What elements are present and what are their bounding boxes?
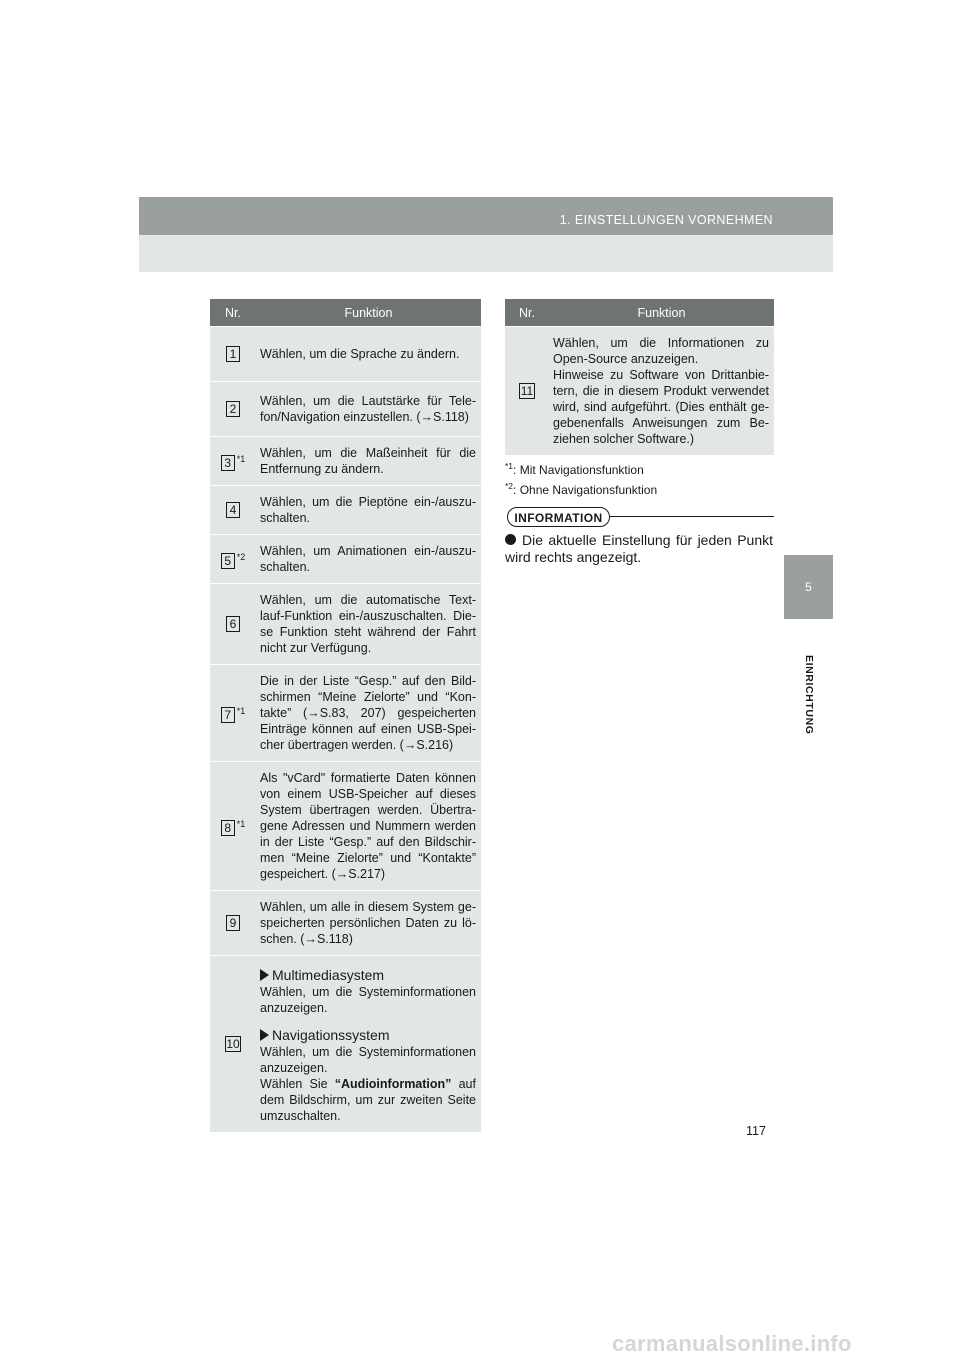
function-text: Wählen, um alle in diesem System ge-speicherten persönlichen Daten zu lö-schen. (→S.118) xyxy=(256,891,481,956)
watermark: carmanualsonline.info xyxy=(612,1331,852,1356)
function-text: Wählen, um die Sprache zu ändern. xyxy=(256,327,481,382)
footnote-mark: *1 xyxy=(236,705,246,716)
number-box: 6 xyxy=(226,616,240,632)
table-row xyxy=(210,762,481,891)
function-text: Wählen, um die automatische Text-lauf-Funktion ein-/auszuschalten. Die-se Funktion steht während der Fahrt nicht zur Verfügung. xyxy=(256,584,481,665)
col-nr-header: Nr. xyxy=(210,299,256,327)
bullet-icon xyxy=(505,534,516,545)
arrow-right-icon xyxy=(260,969,269,981)
function-text: Wählen, um die Systeminformationen anzuzeigen. xyxy=(260,1045,476,1075)
function-table-left xyxy=(210,299,481,1132)
function-text: Wählen, um die Systeminformationen anzuzeigen. xyxy=(260,985,476,1015)
col-nr-header: Nr. xyxy=(505,299,549,327)
number-box: 9 xyxy=(226,915,240,931)
table-row xyxy=(210,956,481,1133)
table-row xyxy=(505,327,774,456)
function-text-audioinfo: Wählen Sie “Audioinformation” auf dem Bildschirm, um zur zweiten Seite umzuschalten. xyxy=(260,1077,476,1123)
number-box: 4 xyxy=(226,502,240,518)
number-box: 10 xyxy=(226,1037,240,1052)
header-bar xyxy=(139,197,833,235)
information-label: INFORMATION xyxy=(507,507,610,527)
table-row xyxy=(210,665,481,762)
bold-term: “Audioinformation” xyxy=(334,1077,452,1091)
table-row xyxy=(210,382,481,437)
number-box: 11 xyxy=(520,384,534,399)
page-number: 117 xyxy=(746,1124,766,1138)
number-box: 7 xyxy=(221,707,235,723)
table-row xyxy=(210,327,481,382)
arrow-right-icon xyxy=(260,1029,269,1041)
function-text: Wählen, um die Pieptöne ein-/auszu-schalten. xyxy=(256,486,481,535)
function-text: Wählen, um Animationen ein-/auszu-schalten. xyxy=(256,535,481,584)
subheading-navigation: Navigationssystem xyxy=(260,1026,476,1044)
footnote-mark: *2 xyxy=(236,551,246,562)
function-cell-open-source xyxy=(549,327,774,456)
header-sub-bar xyxy=(139,235,833,272)
table-row xyxy=(210,891,481,956)
function-cell-system-info xyxy=(256,956,481,1133)
footnote: $^{*1}$: Mit Navigationsfunktion xyxy=(505,461,644,477)
section-title: 1. EINSTELLUNGEN VORNEHMEN xyxy=(559,213,773,227)
table-row xyxy=(210,486,481,535)
chapter-tab: 5 xyxy=(784,555,833,619)
table-row xyxy=(210,437,481,486)
table-row xyxy=(210,584,481,665)
subheading-multimedia: Multimediasystem xyxy=(260,966,476,984)
col-function-header: Funktion xyxy=(256,299,481,327)
footnote: $^{*2}$: Ohne Navigationsfunktion xyxy=(505,481,658,497)
footnote-mark: *1 xyxy=(236,818,246,829)
number-box: 2 xyxy=(226,401,240,417)
function-text: Die in der Liste “Gesp.” auf den Bild-schirmen “Meine Zielorte” und “Kon-takte” (→S.83, 207) gespeicherten Einträge können auf einen USB-Spei-cher übertragen werden. (→S.216) xyxy=(256,665,481,762)
function-text: Als "vCard" formatierte Daten können von einem USB-Speicher auf dieses System übertragen werden. Übertra-gene Adressen und Nummern werden in der Liste “Gesp.” auf den Bildschir-men “Meine Zielorte” und “Kontakte” gespeichert. (→S.217) xyxy=(256,762,481,891)
information-divider xyxy=(610,516,774,517)
number-box: 8 xyxy=(221,820,235,836)
function-text: Hinweise zu Software von Drittanbie-tern, die in diesem Produkt verwendet wird, sind aufgeführt. (Dies enthält ge-gebenenfalls Anweisungen zum Be-ziehen solcher Software.) xyxy=(553,368,769,446)
table-row xyxy=(210,535,481,584)
number-box: 5 xyxy=(221,553,235,569)
chapter-label: EINRICHTUNG xyxy=(803,655,815,735)
function-table-right xyxy=(505,299,774,455)
footnote-mark: *1 xyxy=(236,453,246,464)
footnotes xyxy=(505,458,657,498)
table-header xyxy=(210,299,481,327)
number-box: 3 xyxy=(221,455,235,471)
col-function-header: Funktion xyxy=(549,299,774,327)
function-text: Wählen, um die Lautstärke für Tele-fon/Navigation einzustellen. (→S.118) xyxy=(256,382,481,437)
number-box: 1 xyxy=(226,346,240,362)
table-header xyxy=(505,299,774,327)
function-text: Wählen, um die Informationen zu Open-Source anzuzeigen. xyxy=(553,336,769,366)
information-text: Die aktuelle Einstellung für jeden Punkt wird rechts angezeigt. xyxy=(505,532,773,565)
function-text: Wählen, um die Maßeinheit für die Entfernung zu ändern. xyxy=(256,437,481,486)
